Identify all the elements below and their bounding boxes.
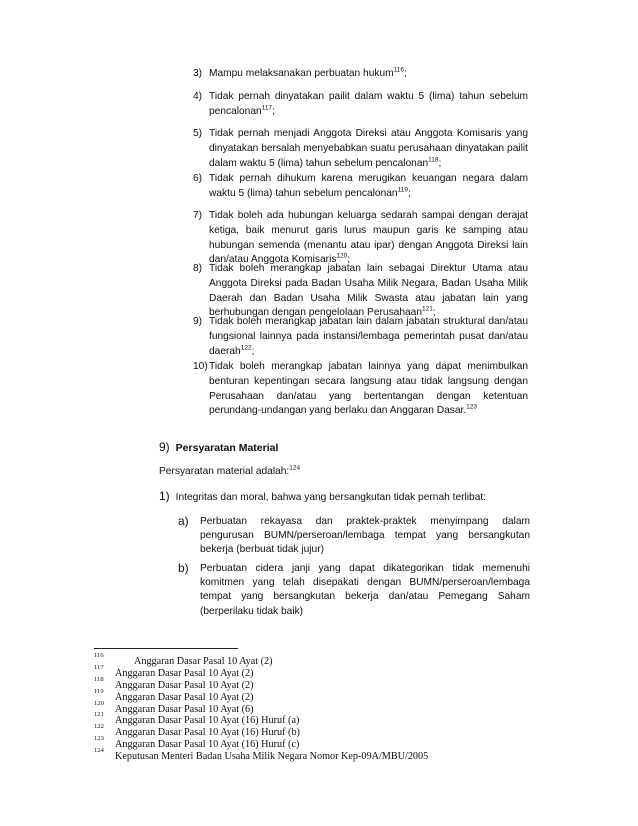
footnote-text: Anggaran Dasar Pasal 10 Ayat (2) [134,656,273,667]
footnote-text: Anggaran Dasar Pasal 10 Ayat (2) [115,679,254,691]
item-text [209,209,528,268]
footnote-ref: 122 [240,344,252,352]
footnote-ref: 124 [289,464,301,472]
item-body: Tidak pernah dihukum karena merugikan keuangan negara dalam waktu 5 (lima) tahun sebelum pencalonan [209,173,528,199]
section-heading [159,440,278,454]
item-number: 8) [193,263,203,274]
footnote-number: 118 [94,675,104,683]
footnote-ref: 121 [422,306,433,313]
subsection-text: Integritas dan moral, bahwa yang bersangkutan tidak pernah terlibat: [175,492,487,503]
footnote [94,652,534,667]
intro-text: Persyaratan material adalah: [159,466,290,477]
item-text [209,360,528,419]
item-tail: ; [272,105,275,117]
item-tail: ; [432,307,436,319]
item-text [209,127,528,171]
footnote-number: 123 [94,735,104,743]
item-body: Tidak pernah menjadi Anggota Direksi atau Anggota Komisaris yang dinyatakan bersalah menyebabkan suatu perusahaan dinyatakan pailit dalam waktu 5 (lima) tahun sebelum pencalonan [209,128,528,169]
section-intro [159,465,300,479]
letter-label: b) [178,561,189,575]
item-tail: ; [404,68,407,79]
footnote-ref: 120 [336,253,348,260]
footnote-text: Anggaran Dasar Pasal 10 Ayat (16) Huruf (a) [115,715,300,727]
item-body: Tidak boleh merangkap jabatan lainnya yang dapat menimbulkan benturan kepentingan secara langsung atau tidak langsung dengan Perusahaan dan/atau yang bertentangan dengan ketentuan perundang-undangan yang berlaku dan Anggaran Dasar. [209,361,528,417]
item-text [209,172,528,202]
item-tail: ; [347,254,351,266]
item-text [209,315,528,359]
footnote [94,663,534,679]
item-number: 9) [193,316,203,327]
lettered-item [178,562,530,619]
item-body: Tidak boleh merangkap jabatan lain sebagai Direktur Utama atau Anggota Direksi pada Badan Usaha Milik Negara, Badan Usaha Milik Daerah dan Badan Usaha Milik Swasta atau jabatan lain yang berhubungan dengan pengelolaan Perusahaan [209,263,528,319]
list-item [193,360,528,419]
item-body: Mampu melaksanakan perbuatan hukum [209,68,394,79]
item-body: Tidak boleh merangkap jabatan lain dalam jabatan struktural dan/atau fungsional lainnya pada instansi/lembaga pemerintah pusat dan/atau daerah [209,316,528,357]
letter-label: a) [178,514,189,528]
subsection-number: 1) [159,489,170,503]
item-text [209,262,528,321]
item-number: 4) [193,91,203,102]
item-number: 10) [193,361,208,372]
list-item [193,209,528,268]
item-number: 7) [193,210,203,221]
item-body: Tidak pernah dinyatakan pailit dalam waktu 5 (lima) tahun sebelum pencalonan [209,91,528,117]
footnote-ref: 117 [261,104,273,112]
footnote-text: Anggaran Dasar Pasal 10 Ayat (2) [115,667,254,679]
item-number: 5) [193,128,203,139]
item-tail: ; [438,157,442,169]
item-number: 6) [193,173,203,184]
footnote-ref: 123 [466,404,478,411]
item-tail: ; [251,345,255,357]
footnote-ref: 119 [397,186,408,194]
footnote [94,675,534,691]
item-text [209,67,528,82]
item-text [209,90,528,120]
footnote-number: 120 [94,699,104,707]
item-body: Tidak boleh ada hubungan keluarga sedarah sampai dengan derajat ketiga, baik menurut garis lurus maupun garis ke samping atau hubungan semenda (menantu atau ipar) dengan Anggota Direksi lain dan/atau Anggota Komisaris [209,210,528,266]
list-item [193,90,528,120]
footnote-number: 124 [94,747,104,755]
footnote-ref: 118 [428,156,439,164]
footnotes [94,652,534,763]
list-item [193,315,528,359]
footnote-ref: 116 [393,66,404,74]
subsection-heading [159,489,486,505]
list-item [193,127,528,171]
footnote-text: Anggaran Dasar Pasal 10 Ayat (6) [115,703,254,715]
footnote-text: Anggaran Dasar Pasal 10 Ayat (16) Huruf (c) [115,739,300,751]
footnote [94,699,534,715]
footnote-number: 117 [94,663,104,671]
list-item [193,67,528,82]
footnote-number: 122 [94,723,104,731]
section-title: Persyaratan Material [175,442,279,454]
footnote-number: 119 [94,687,104,695]
footnote-text: Anggaran Dasar Pasal 10 Ayat (16) Huruf (b) [115,727,300,739]
list-item [193,262,528,321]
section-number: 9) [159,440,170,454]
footnote-number: 116 [94,652,104,659]
letter-text: Perbuatan rekayasa dan praktek-praktek menyimpang dalam pengurusan BUMN/perseroan/lembaga tempat yang bersangkutan bekerja (berbuat tidak jujur) [200,516,530,556]
footnote-separator [94,648,238,649]
footnote-text: Keputusan Menteri Badan Usaha Milik Negara Nomor Kep-09A/MBU/2005 [115,751,429,763]
list-item [193,172,528,202]
item-tail: ; [407,187,411,199]
footnote-number: 121 [94,711,104,719]
lettered-item [178,515,530,558]
letter-text: Perbuatan cidera janji yang dapat dikategorikan tidak memenuhi komitmen yang telah disepakati dengan BUMN/perseroan/lembaga tempat yang bersangkutan bekerja dan/atau Pemegang Saham (berperilaku tidak baik) [200,563,530,617]
footnote-text: Anggaran Dasar Pasal 10 Ayat (2) [115,691,254,703]
item-number: 3) [193,68,203,79]
footnote [94,687,534,703]
footnote [94,747,534,763]
